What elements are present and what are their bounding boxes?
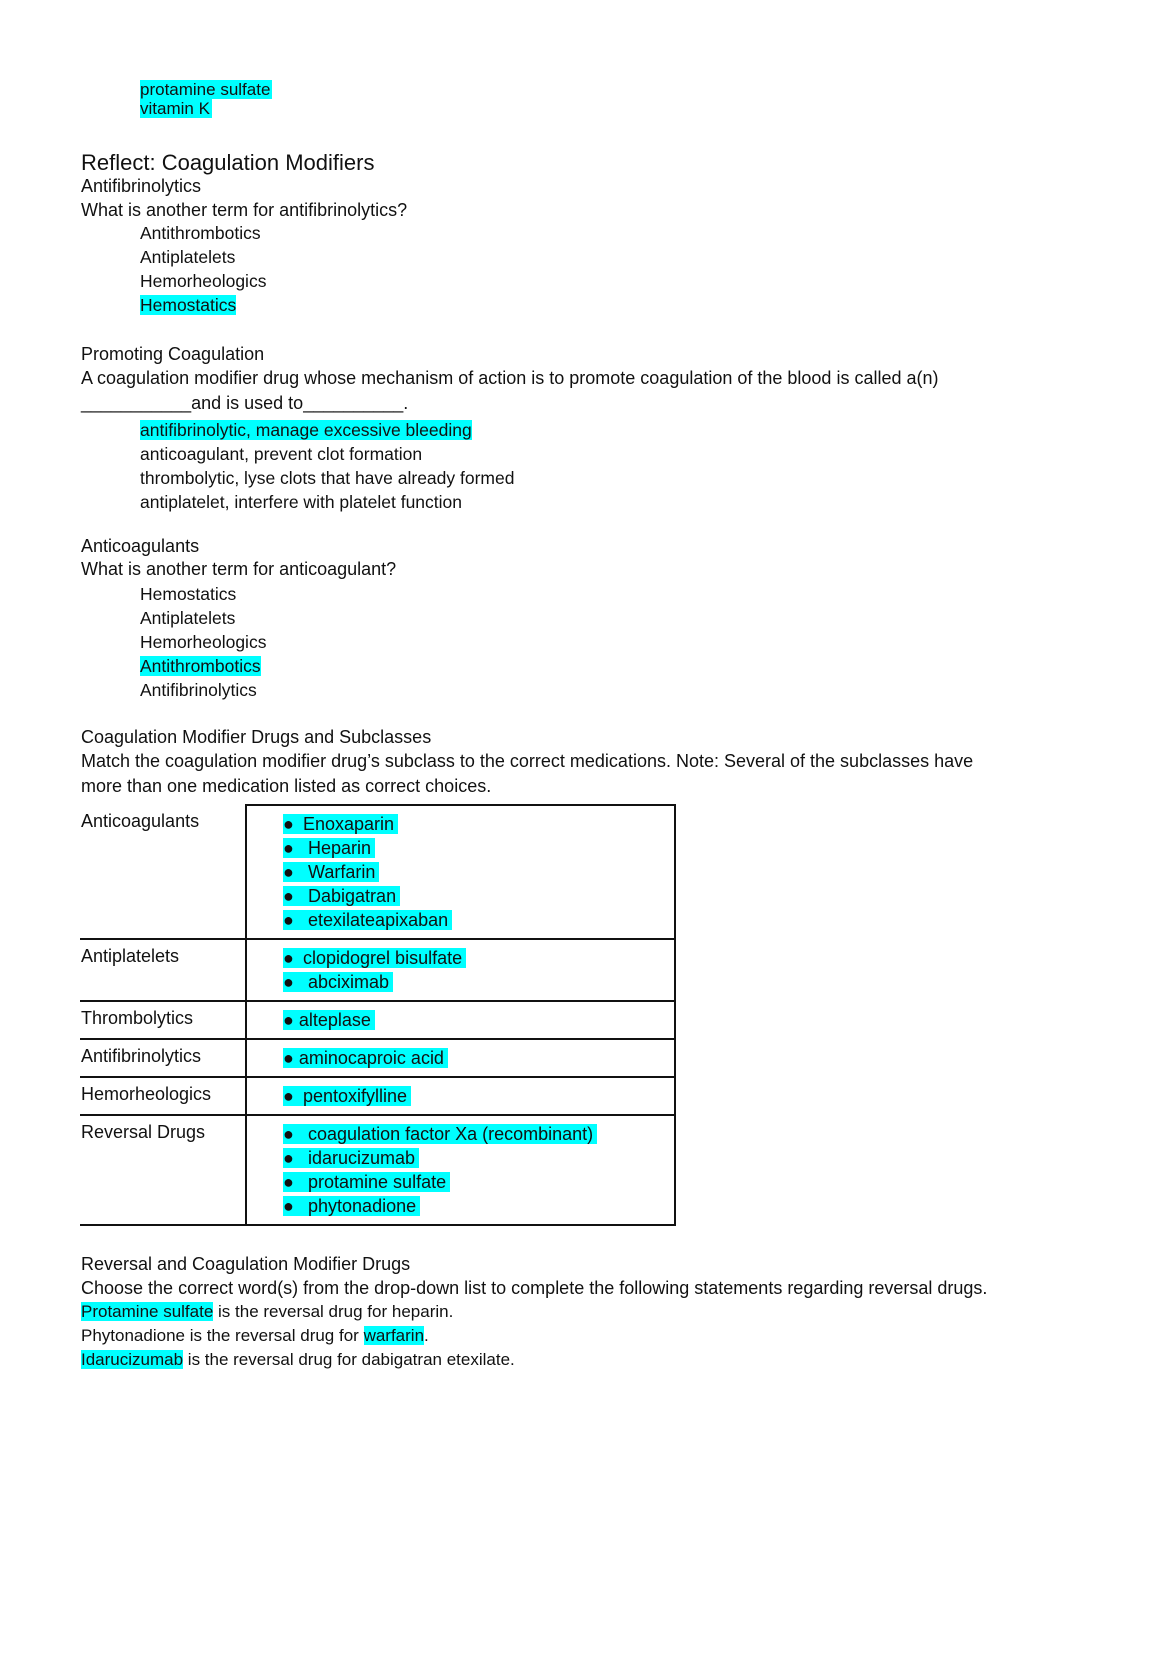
matching-table xyxy=(80,804,676,1226)
section-title-subclasses: Coagulation Modifier Drugs and Subclasses xyxy=(81,727,432,747)
answer-option[interactable]: Hemorheologics xyxy=(140,632,267,652)
medication-item: ● pentoxifylline xyxy=(283,1084,674,1108)
instructions-reversal: Choose the correct word(s) from the drop-down list to complete the following statements regarding reversal drugs. xyxy=(81,1278,988,1298)
medications-cell[interactable] xyxy=(246,805,675,939)
options-antifibrinolytics xyxy=(140,221,266,317)
question-antifibrinolytics: What is another term for antifibrinolytics? xyxy=(81,200,408,220)
medication-item: ● idarucizumab xyxy=(283,1146,674,1170)
question-promoting: A coagulation modifier drug whose mechanism of action is to promote coagulation of the blood is called a(n) ___________and is used to__________. xyxy=(81,368,939,413)
bullet-icon: ● xyxy=(283,1148,294,1168)
table-row xyxy=(80,1115,675,1225)
medications-cell[interactable] xyxy=(246,939,675,1001)
table-row xyxy=(80,805,675,939)
answer-option-selected[interactable]: Hemostatics xyxy=(140,295,237,315)
answer-option[interactable]: Antiplatelets xyxy=(140,247,236,267)
answer-highlight: protamine sulfate xyxy=(140,80,271,99)
medication-item: ● aminocaproic acid xyxy=(283,1046,674,1070)
subclass-cell: Thrombolytics xyxy=(80,1001,246,1039)
section-title-anticoagulants: Anticoagulants xyxy=(81,536,200,556)
bullet-icon: ● xyxy=(283,948,294,968)
medication-item: ● etexilateapixaban xyxy=(283,908,674,932)
answer-option[interactable]: Hemostatics xyxy=(140,584,237,604)
dropdown-answer[interactable]: Idarucizumab xyxy=(81,1350,184,1369)
answer-option[interactable]: thrombolytic, lyse clots that have already formed xyxy=(140,468,515,488)
answer-option[interactable]: antiplatelet, interfere with platelet function xyxy=(140,492,462,512)
reversal-statement: Idarucizumab is the reversal drug for dabigatran etexilate. xyxy=(81,1350,515,1369)
answer-option[interactable]: Antithrombotics xyxy=(140,223,261,243)
options-promoting xyxy=(140,418,514,514)
page-title: Reflect: Coagulation Modifiers xyxy=(81,150,375,175)
question-anticoagulants: What is another term for anticoagulant? xyxy=(81,559,397,579)
bullet-icon: ● xyxy=(283,1124,294,1144)
table-row xyxy=(80,1001,675,1039)
table-row xyxy=(80,1039,675,1077)
answer-option-selected[interactable]: Antithrombotics xyxy=(140,656,261,676)
medications-cell[interactable] xyxy=(246,1077,675,1115)
bullet-icon: ● xyxy=(283,1172,294,1192)
medication-item: ● Warfarin xyxy=(283,860,674,884)
medication-item: ● phytonadione xyxy=(283,1194,674,1218)
answer-option[interactable]: anticoagulant, prevent clot formation xyxy=(140,444,423,464)
subclass-cell: Hemorheologics xyxy=(80,1077,246,1115)
table-row xyxy=(80,939,675,1001)
answer-option[interactable]: Antiplatelets xyxy=(140,608,236,628)
bullet-icon: ● xyxy=(283,862,294,882)
answer-option-selected[interactable]: antifibrinolytic, manage excessive bleeding xyxy=(140,420,472,440)
medication-item: ● protamine sulfate xyxy=(283,1170,674,1194)
subclass-cell: Reversal Drugs xyxy=(80,1115,246,1225)
reversal-section xyxy=(81,1252,987,1372)
subclass-cell: Anticoagulants xyxy=(80,805,246,939)
subclass-cell: Antiplatelets xyxy=(80,939,246,1001)
medication-item: ● abciximab xyxy=(283,970,674,994)
bullet-icon: ● xyxy=(283,972,294,992)
options-anticoagulants xyxy=(140,582,266,702)
instructions-subclasses: Match the coagulation modifier drug’s subclass to the correct medications. Note: Several of the subclasses have more than one medication listed as correct choices. xyxy=(81,751,974,796)
medications-cell[interactable] xyxy=(246,1001,675,1039)
medication-item: ● Dabigatran xyxy=(283,884,674,908)
medication-item: ● alteplase xyxy=(283,1008,674,1032)
bullet-icon: ● xyxy=(283,838,294,858)
bullet-icon: ● xyxy=(283,886,294,906)
dropdown-answer[interactable]: warfarin xyxy=(363,1326,425,1345)
subclass-cell: Antifibrinolytics xyxy=(80,1039,246,1077)
reversal-statement: Protamine sulfate is the reversal drug for heparin. xyxy=(81,1302,454,1321)
section-title-reversal: Reversal and Coagulation Modifier Drugs xyxy=(81,1254,411,1274)
answer-option[interactable]: Hemorheologics xyxy=(140,271,267,291)
table-row xyxy=(80,1077,675,1115)
medication-item: ● Enoxaparin xyxy=(283,812,674,836)
section-title-antifibrinolytics: Antifibrinolytics xyxy=(81,176,202,196)
reversal-statement: Phytonadione is the reversal drug for warfarin. xyxy=(81,1326,429,1345)
bullet-icon: ● xyxy=(283,814,294,834)
answer-highlight: vitamin K xyxy=(140,99,210,118)
medication-item: ● coagulation factor Xa (recombinant) xyxy=(283,1122,674,1146)
bullet-icon: ● xyxy=(283,1086,294,1106)
bullet-icon: ● xyxy=(283,910,294,930)
answer-option[interactable]: Antifibrinolytics xyxy=(140,680,257,700)
dropdown-answer[interactable]: Protamine sulfate xyxy=(81,1302,214,1321)
medications-cell[interactable] xyxy=(246,1039,675,1077)
section-title-promoting: Promoting Coagulation xyxy=(81,344,265,364)
medication-item: ● Heparin xyxy=(283,836,674,860)
medication-item: ● clopidogrel bisulfate xyxy=(283,946,674,970)
previous-answers xyxy=(140,80,272,118)
bullet-icon: ● xyxy=(283,1196,294,1216)
medications-cell[interactable] xyxy=(246,1115,675,1225)
